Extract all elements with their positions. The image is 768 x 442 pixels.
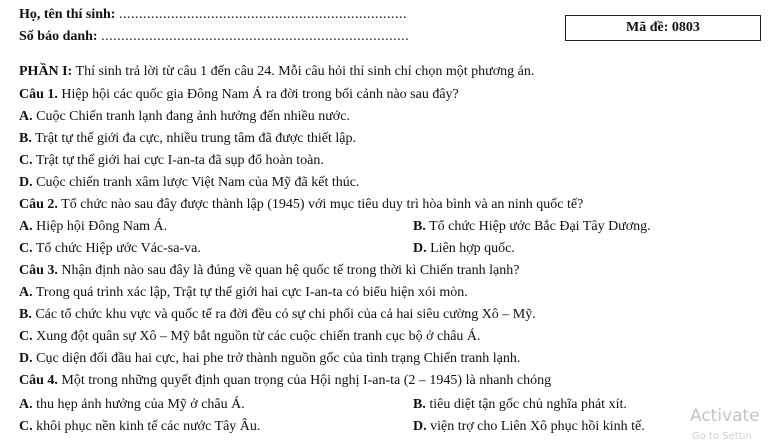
option-text: Hiệp hội Đông Nam Á. <box>36 219 168 234</box>
option-letter: A. <box>19 397 33 412</box>
option-text: Cuộc chiến tranh xâm lược Việt Nam của Mỹ đã kết thúc. <box>36 175 360 190</box>
option-letter: C. <box>19 153 33 168</box>
question-3-option-d <box>19 350 520 368</box>
option-text: viện trợ cho Liên Xô phục hồi kinh tế. <box>430 419 645 434</box>
option-letter: A. <box>19 219 33 234</box>
candidate-name-dots: ........................................................................ <box>118 7 407 22</box>
question-4-option-d <box>413 418 645 436</box>
question-4-text: Một trong những quyết định quan trọng của Hội nghị I-an-ta (2 – 1945) là nhanh chóng <box>61 373 552 388</box>
question-1-option-c <box>19 152 324 170</box>
option-letter: C. <box>19 241 33 256</box>
question-4-option-b <box>413 396 627 414</box>
question-3-option-c <box>19 328 481 346</box>
option-text: tiêu diệt tận gốc chủ nghĩa phát xít. <box>429 397 627 412</box>
option-text: Trật tự thế giới hai cực I-an-ta đã sụp đổ hoàn toàn. <box>35 153 324 168</box>
option-letter: B. <box>413 397 426 412</box>
question-3 <box>19 262 519 280</box>
question-1 <box>19 86 459 104</box>
option-letter: D. <box>19 175 33 190</box>
question-2-option-b <box>413 218 651 236</box>
option-text: Trật tự thế giới đa cực, nhiều trung tâm đã được thiết lập. <box>35 131 356 146</box>
option-letter: B. <box>19 131 32 146</box>
option-text: Các tổ chức khu vực và quốc tế ra đời đều có sự chi phối của cả hai siêu cường Xô – Mỹ. <box>35 307 536 322</box>
candidate-name-line <box>19 7 407 23</box>
option-text: Tổ chức Hiệp ước Bắc Đại Tây Dương. <box>429 219 651 234</box>
option-text: thu hẹp ảnh hưởng của Mỹ ở châu Á. <box>36 397 245 412</box>
exam-code-box <box>565 15 761 41</box>
option-letter: D. <box>19 351 33 366</box>
question-1-option-a <box>19 108 350 126</box>
exam-code: Mã đề: 0803 <box>626 20 700 35</box>
question-1-option-d <box>19 174 359 192</box>
question-2 <box>19 196 583 214</box>
activate-windows-watermark: Activate <box>690 406 760 426</box>
question-2-text: Tổ chức nào sau đây được thành lập (1945) với mục tiêu duy trì hòa bình và an ninh quốc tế? <box>61 197 584 212</box>
option-letter: A. <box>19 285 33 300</box>
option-letter: B. <box>413 219 426 234</box>
option-text: Trong quá trình xác lập, Trật tự thế giới hai cực I-an-ta có biểu hiện xói mòn. <box>35 285 468 300</box>
part1-text: Thí sinh trả lời từ câu 1 đến câu 24. Mỗi câu hỏi thí sinh chỉ chọn một phương án. <box>75 64 535 79</box>
option-text: Xung đột quân sự Xô – Mỹ bắt nguồn từ các cuộc chiến tranh cục bộ ở châu Á. <box>36 329 481 344</box>
question-2-option-a <box>19 218 167 236</box>
question-2-label: Câu 2. <box>19 197 58 212</box>
option-letter: C. <box>19 419 33 434</box>
question-1-text: Hiệp hội các quốc gia Đông Nam Á ra đời trong bối cảnh nào sau đây? <box>61 87 459 102</box>
question-4-option-c <box>19 418 260 436</box>
question-2-option-c <box>19 240 201 258</box>
part1-title: PHẦN I: <box>19 64 73 79</box>
option-letter: D. <box>413 241 427 256</box>
option-letter: C. <box>19 329 33 344</box>
question-4 <box>19 372 551 390</box>
candidate-id-label: Số báo danh: <box>19 29 98 44</box>
option-text: Cuộc Chiến tranh lạnh đang ảnh hưởng đến nhiều nước. <box>36 109 350 124</box>
candidate-id-dots: ............................................................................. <box>101 29 410 44</box>
go-to-settings-watermark: Go to Settin <box>692 431 752 442</box>
question-3-option-b <box>19 306 536 324</box>
question-3-label: Câu 3. <box>19 263 58 278</box>
question-4-option-a <box>19 396 245 414</box>
option-text: khôi phục nền kinh tế các nước Tây Âu. <box>36 419 261 434</box>
option-letter: D. <box>413 419 427 434</box>
question-1-label: Câu 1. <box>19 87 58 102</box>
option-text: Liên hợp quốc. <box>430 241 515 256</box>
part1-instruction <box>19 63 534 81</box>
option-text: Tổ chức Hiệp ước Vác-sa-va. <box>35 241 201 256</box>
question-1-option-b <box>19 130 356 148</box>
candidate-name-label: Họ, tên thí sinh: <box>19 7 116 22</box>
question-3-option-a <box>19 284 468 302</box>
question-2-option-d <box>413 240 515 258</box>
question-3-text: Nhận định nào sau đây là đúng về quan hệ quốc tế trong thời kì Chiến tranh lạnh? <box>61 263 520 278</box>
question-4-label: Câu 4. <box>19 373 58 388</box>
candidate-id-line <box>19 29 409 45</box>
option-letter: B. <box>19 307 32 322</box>
option-letter: A. <box>19 109 33 124</box>
option-text: Cục diện đối đầu hai cực, hai phe trở thành nguồn gốc của tình trạng Chiến tranh lạnh. <box>36 351 521 366</box>
